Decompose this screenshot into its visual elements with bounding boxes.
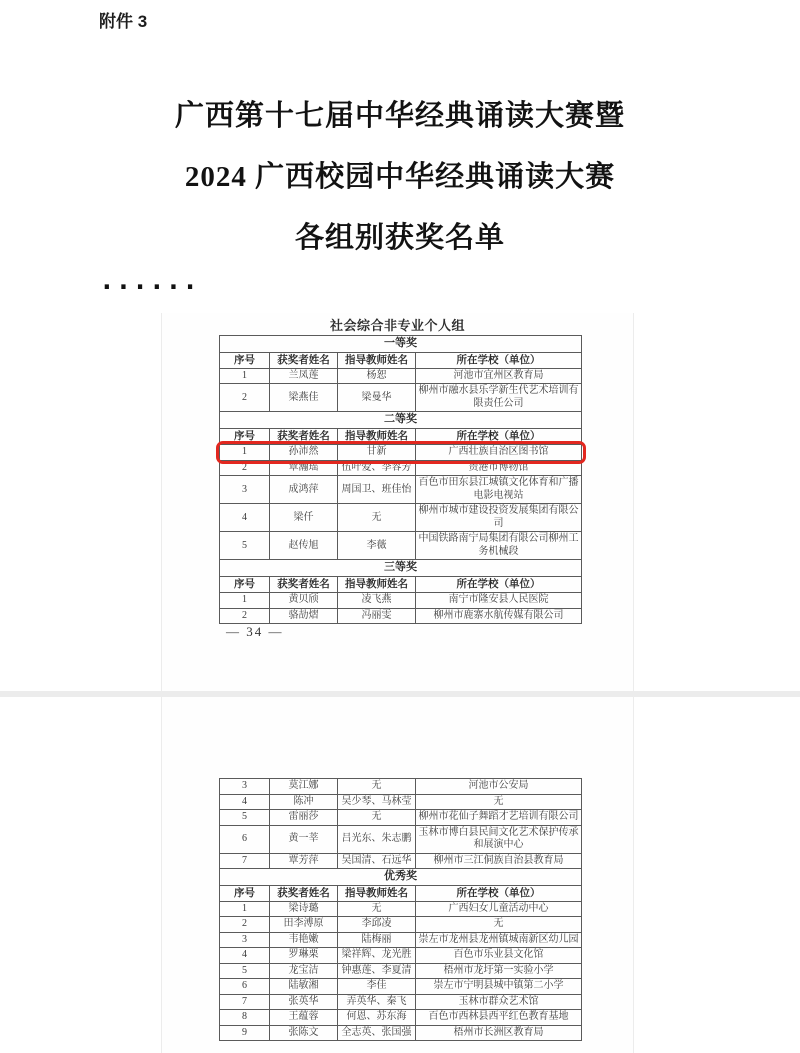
teacher-name-cell: 周国卫、班佳怡 [338, 476, 416, 504]
column-header-cell: 所在学校（单位） [416, 352, 582, 368]
winner-name-cell: 赵传旭 [270, 532, 338, 560]
award-section-label: 一等奖 [220, 336, 582, 353]
teacher-name-cell: 杨恕 [338, 368, 416, 384]
winner-name-cell: 陈冲 [270, 794, 338, 810]
teacher-name-cell: 吕光东、朱志鹏 [338, 825, 416, 853]
column-header-cell: 所在学校（单位） [416, 885, 582, 901]
winner-row [220, 384, 582, 412]
serial-cell: 2 [220, 384, 270, 412]
serial-cell: 1 [220, 445, 270, 461]
school-unit-cell: 梧州市长洲区教育局 [416, 1025, 582, 1041]
teacher-name-cell: 李薇 [338, 532, 416, 560]
teacher-name-cell: 无 [338, 901, 416, 917]
column-header-cell: 所在学校（单位） [416, 429, 582, 445]
awards-table-page1-body [220, 336, 582, 624]
winner-name-cell: 王蕴蓉 [270, 1010, 338, 1026]
attachment-label: 附件 3 [99, 12, 148, 31]
school-unit-cell: 河池市公安局 [416, 779, 582, 795]
award-section-row [220, 412, 582, 429]
award-section-label: 优秀奖 [220, 869, 582, 886]
serial-cell: 3 [220, 779, 270, 795]
winner-name-cell: 梁仟 [270, 504, 338, 532]
winner-row [220, 963, 582, 979]
award-section-row [220, 336, 582, 353]
serial-cell: 2 [220, 608, 270, 624]
winner-name-cell: 陆敏湘 [270, 979, 338, 995]
scanned-page-2 [161, 697, 634, 1053]
winner-row [220, 779, 582, 795]
teacher-name-cell: 吴少琴、马林莹 [338, 794, 416, 810]
school-unit-cell: 无 [416, 917, 582, 933]
serial-cell: 4 [220, 794, 270, 810]
column-header-row [220, 429, 582, 445]
column-header-cell: 所在学校（单位） [416, 577, 582, 593]
winner-name-cell: 梁燕佳 [270, 384, 338, 412]
winner-name-cell: 莫江娜 [270, 779, 338, 795]
teacher-name-cell: 吴国清、石远华 [338, 853, 416, 869]
column-header-cell: 指导教师姓名 [338, 352, 416, 368]
school-unit-cell: 柳州市三江侗族自治县教育局 [416, 853, 582, 869]
school-unit-cell: 玉林市博白县民间文化艺术保护传承和展演中心 [416, 825, 582, 853]
school-unit-cell: 百色市田东县江城镇文化体育和广播电影电视站 [416, 476, 582, 504]
school-unit-cell: 中国铁路南宁局集团有限公司柳州工务机械段 [416, 532, 582, 560]
school-unit-cell: 崇左市宁明县城中镇第二小学 [416, 979, 582, 995]
school-unit-cell: 百色市西林县西平红色教育基地 [416, 1010, 582, 1026]
column-header-cell: 指导教师姓名 [338, 577, 416, 593]
winner-name-cell: 张陈文 [270, 1025, 338, 1041]
teacher-name-cell: 冯丽雯 [338, 608, 416, 624]
school-unit-cell: 无 [416, 794, 582, 810]
winner-name-cell: 梁诗璐 [270, 901, 338, 917]
awards-table-page2-body [220, 779, 582, 1041]
serial-cell: 4 [220, 948, 270, 964]
serial-cell: 3 [220, 476, 270, 504]
teacher-name-cell: 李邱凌 [338, 917, 416, 933]
school-unit-cell: 崇左市龙州县龙州镇城南新区幼儿园 [416, 932, 582, 948]
serial-cell: 5 [220, 532, 270, 560]
teacher-name-cell: 无 [338, 779, 416, 795]
teacher-name-cell: 钟惠莲、李夏清 [338, 963, 416, 979]
winner-row [220, 608, 582, 624]
winner-row [220, 1025, 582, 1041]
column-header-cell: 序号 [220, 352, 270, 368]
document-title [2, 86, 798, 269]
scanned-page-1 [161, 313, 634, 691]
winner-row [220, 368, 582, 384]
school-unit-cell: 柳州市融水县乐学新生代艺术培训有限责任公司 [416, 384, 582, 412]
highlighted-winner-row [220, 445, 582, 461]
award-section-label: 二等奖 [220, 412, 582, 429]
column-header-cell: 指导教师姓名 [338, 885, 416, 901]
winner-name-cell: 孙沛然 [270, 445, 338, 461]
serial-cell: 4 [220, 504, 270, 532]
teacher-name-cell: 无 [338, 504, 416, 532]
winner-name-cell: 龙宝洁 [270, 963, 338, 979]
serial-cell: 7 [220, 994, 270, 1010]
column-header-cell: 指导教师姓名 [338, 429, 416, 445]
serial-cell: 5 [220, 963, 270, 979]
school-unit-cell: 柳州市城市建设投资发展集团有限公司 [416, 504, 582, 532]
awards-table-page2 [219, 778, 582, 1041]
winner-row [220, 1010, 582, 1026]
column-header-cell: 序号 [220, 577, 270, 593]
winner-row [220, 810, 582, 826]
ellipsis-text: ...... [99, 266, 199, 296]
winner-name-cell: 张英华 [270, 994, 338, 1010]
winner-row [220, 825, 582, 853]
column-header-cell: 序号 [220, 885, 270, 901]
serial-cell: 3 [220, 932, 270, 948]
winner-name-cell: 雷丽莎 [270, 810, 338, 826]
winner-name-cell: 黄贝颀 [270, 593, 338, 609]
teacher-name-cell: 梁祥辉、龙光胜 [338, 948, 416, 964]
title-line-3: 各组别获奖名单 [294, 222, 505, 254]
serial-cell: 2 [220, 917, 270, 933]
winner-name-cell: 田李溥原 [270, 917, 338, 933]
winner-row [220, 901, 582, 917]
winner-name-cell: 黄一莘 [270, 825, 338, 853]
winner-row [220, 532, 582, 560]
serial-cell: 8 [220, 1010, 270, 1026]
serial-cell: 2 [220, 460, 270, 476]
column-header-cell: 获奖者姓名 [270, 885, 338, 901]
serial-cell: 1 [220, 593, 270, 609]
winner-name-cell: 罗琳栗 [270, 948, 338, 964]
winner-row [220, 979, 582, 995]
winner-name-cell: 兰凤莲 [270, 368, 338, 384]
school-unit-cell: 贵港市博物馆 [416, 460, 582, 476]
winner-name-cell: 覃瀚瑶 [270, 460, 338, 476]
group-table-caption: 社会综合非专业个人组 [329, 318, 465, 333]
title-line-2: 2024 广西校园中华经典诵读大赛 [184, 161, 616, 193]
serial-cell: 6 [220, 979, 270, 995]
teacher-name-cell: 梁曼华 [338, 384, 416, 412]
teacher-name-cell: 弄英华、秦飞 [338, 994, 416, 1010]
winner-name-cell: 韦艳嫩 [270, 932, 338, 948]
serial-cell: 9 [220, 1025, 270, 1041]
school-unit-cell: 柳州市鹿寨水航传媒有限公司 [416, 608, 582, 624]
school-unit-cell: 梧州市龙圩第一实验小学 [416, 963, 582, 979]
winner-row [220, 460, 582, 476]
winner-row [220, 853, 582, 869]
serial-cell: 1 [220, 901, 270, 917]
award-section-row [220, 560, 582, 577]
column-header-cell: 获奖者姓名 [270, 577, 338, 593]
school-unit-cell: 玉林市群众艺术馆 [416, 994, 582, 1010]
winner-row [220, 917, 582, 933]
teacher-name-cell: 伍叶爱、李容芳 [338, 460, 416, 476]
winner-row [220, 932, 582, 948]
column-header-row [220, 352, 582, 368]
winner-row [220, 994, 582, 1010]
column-header-row [220, 885, 582, 901]
school-unit-cell: 南宁市隆安县人民医院 [416, 593, 582, 609]
teacher-name-cell: 陆梅丽 [338, 932, 416, 948]
column-header-cell: 获奖者姓名 [270, 429, 338, 445]
serial-cell: 6 [220, 825, 270, 853]
school-unit-cell: 百色市乐业县文化馆 [416, 948, 582, 964]
school-unit-cell: 河池市宜州区教育局 [416, 368, 582, 384]
winner-row [220, 948, 582, 964]
teacher-name-cell: 何恩、苏东海 [338, 1010, 416, 1026]
page-number: — 34 — [226, 624, 284, 639]
winner-row [220, 593, 582, 609]
teacher-name-cell: 李佳 [338, 979, 416, 995]
serial-cell: 1 [220, 368, 270, 384]
title-line-1: 广西第十七届中华经典诵读大赛暨 [174, 100, 625, 132]
column-header-row [220, 577, 582, 593]
winner-row [220, 476, 582, 504]
teacher-name-cell: 无 [338, 810, 416, 826]
teacher-name-cell: 凌飞燕 [338, 593, 416, 609]
school-unit-cell: 广西壮族自治区图书馆 [416, 445, 582, 461]
serial-cell: 7 [220, 853, 270, 869]
teacher-name-cell: 全志英、张国强 [338, 1025, 416, 1041]
teacher-name-cell: 甘新 [338, 445, 416, 461]
winner-name-cell: 骆劼熠 [270, 608, 338, 624]
school-unit-cell: 广西妇女儿童活动中心 [416, 901, 582, 917]
school-unit-cell: 柳州市花仙子舞蹈才艺培训有限公司 [416, 810, 582, 826]
column-header-cell: 序号 [220, 429, 270, 445]
winner-name-cell: 成鸿萍 [270, 476, 338, 504]
award-section-label: 三等奖 [220, 560, 582, 577]
serial-cell: 5 [220, 810, 270, 826]
awards-table-page1 [219, 335, 582, 624]
winner-name-cell: 覃芳萍 [270, 853, 338, 869]
award-section-row [220, 869, 582, 886]
column-header-cell: 获奖者姓名 [270, 352, 338, 368]
winner-row [220, 794, 582, 810]
winner-row [220, 504, 582, 532]
